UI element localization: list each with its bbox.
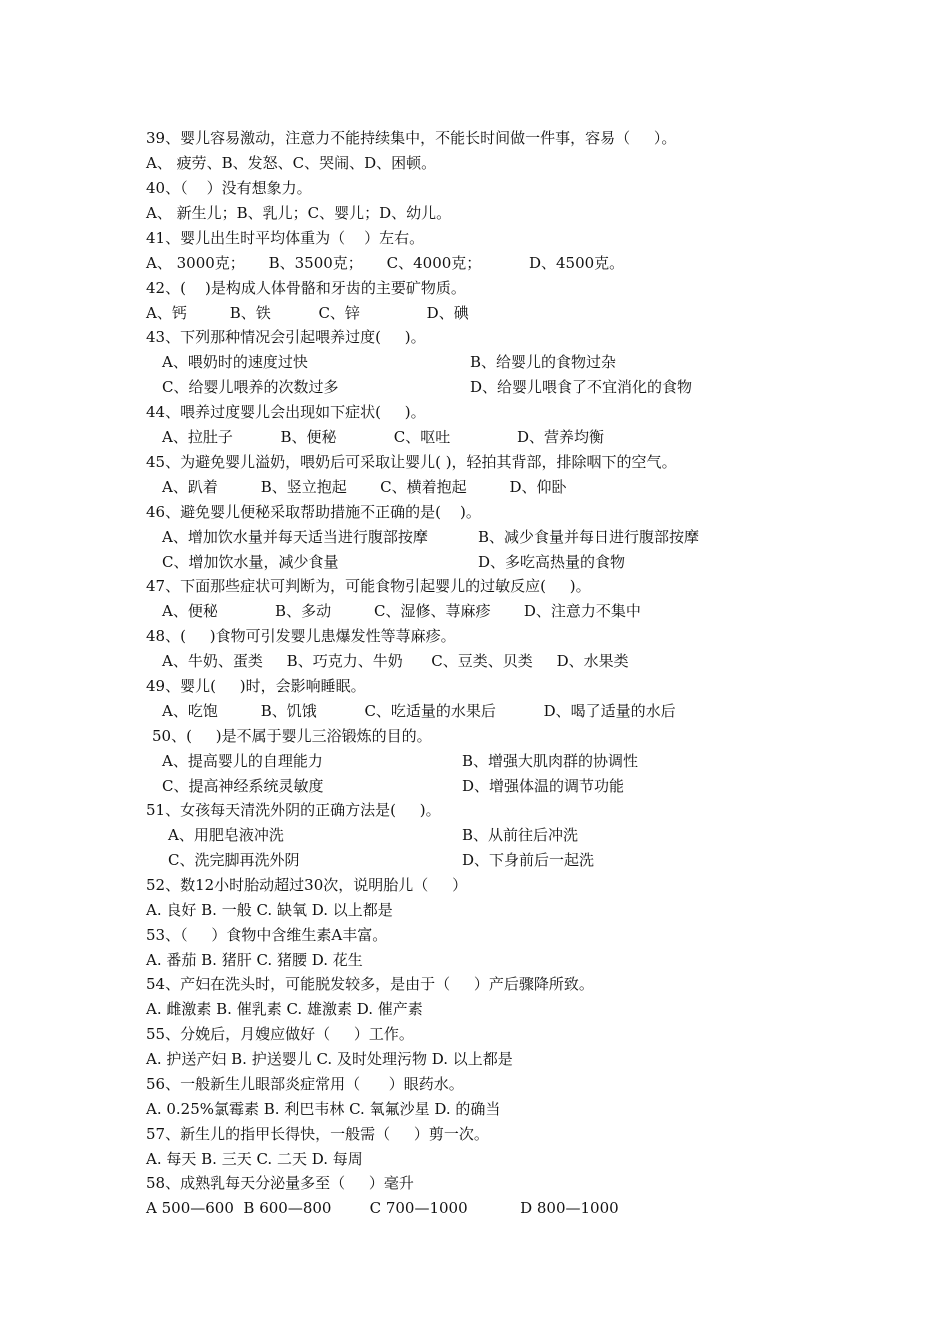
question-45-options: A、趴着 B、竖立抱起 C、横着抱起 D、仰卧 xyxy=(162,478,567,496)
question-44: 44、喂养过度婴儿会出现如下症状( )。 xyxy=(146,403,426,421)
question-43-option-a: A、喂奶时的速度过快 xyxy=(162,353,308,371)
question-41: 41、婴儿出生时平均体重为（ ）左右。 xyxy=(146,229,425,247)
question-45: 45、为避免婴儿溢奶，喂奶后可采取让婴儿( )，轻拍其背部，排除咽下的空气。 xyxy=(146,453,677,471)
question-44-options: A、拉肚子 B、便秘 C、呕吐 D、营养均衡 xyxy=(162,428,605,446)
question-43-option-d: D、给婴儿喂食了不宜消化的食物 xyxy=(470,378,693,396)
question-56: 56、一般新生儿眼部炎症常用（ ）眼药水。 xyxy=(146,1075,464,1093)
question-48-options: A、牛奶、蛋类 B、巧克力、牛奶 C、豆类、贝类 D、水果类 xyxy=(162,652,629,670)
question-41-options: A、 3000克； B、3500克； C、4000克； D、4500克。 xyxy=(146,254,625,272)
question-51-option-a: A、用肥皂液冲洗 xyxy=(168,826,284,844)
question-40: 40、（ ）没有想象力。 xyxy=(146,179,312,197)
question-43: 43、下列那种情况会引起喂养过度( )。 xyxy=(146,328,426,346)
question-43-option-b: B、给婴儿的食物过杂 xyxy=(470,353,617,371)
question-47-options: A、便秘 B、多动 C、湿修、荨麻疹 D、注意力不集中 xyxy=(162,602,641,620)
question-50-option-d: D、增强体温的调节功能 xyxy=(462,777,625,795)
question-58-options: A 500—600 B 600—800 C 700—1000 D 800—1000 xyxy=(146,1199,619,1217)
question-53-options: A. 番茄 B. 猪肝 C. 猪腰 D. 花生 xyxy=(146,951,363,969)
question-52-options: A. 良好 B. 一般 C. 缺氧 D. 以上都是 xyxy=(146,901,393,919)
question-46-option-c: C、增加饮水量，减少食量 xyxy=(162,553,339,571)
question-54-options: A. 雌激素 B. 催乳素 C. 雄激素 D. 催产素 xyxy=(146,1000,423,1018)
question-47: 47、下面那些症状可判断为，可能食物引起婴儿的过敏反应( )。 xyxy=(146,577,591,595)
question-55-options: A. 护送产妇 B. 护送婴儿 C. 及时处理污物 D. 以上都是 xyxy=(146,1050,513,1068)
question-51-option-b: B、从前往后冲洗 xyxy=(462,826,579,844)
question-58: 58、成熟乳每天分泌量多至（ ）毫升 xyxy=(146,1174,414,1192)
question-53: 53、（ ）食物中含维生素A丰富。 xyxy=(146,926,388,944)
question-43-option-c: C、给婴儿喂养的次数过多 xyxy=(162,378,339,396)
question-55: 55、分娩后，月嫂应做好（ ）工作。 xyxy=(146,1025,414,1043)
question-40-options: A、 新生儿；B、乳儿；C、婴儿；D、幼儿。 xyxy=(146,204,452,222)
question-39: 39、婴儿容易激动，注意力不能持续集中，不能长时间做一件事，容易（ ）。 xyxy=(146,129,677,147)
question-39-options: A、 疲劳、B、发怒、C、哭闹、D、困顿。 xyxy=(146,154,437,172)
question-49-options: A、吃饱 B、饥饿 C、吃适量的水果后 D、喝了适量的水后 xyxy=(162,702,676,720)
question-51: 51、女孩每天清洗外阴的正确方法是( )。 xyxy=(146,801,441,819)
question-52: 52、数12小时胎动超过30次，说明胎儿（ ） xyxy=(146,876,468,894)
question-48: 48、( )食物可引发婴儿患爆发性等荨麻疹。 xyxy=(146,627,456,645)
question-46-option-b: B、减少食量并每日进行腹部按摩 xyxy=(478,528,700,546)
question-57-options: A. 每天 B. 三天 C. 二天 D. 每周 xyxy=(146,1150,363,1168)
question-57: 57、新生儿的指甲长得快，一般需（ ）剪一次。 xyxy=(146,1125,489,1143)
question-54: 54、产妇在洗头时，可能脱发较多，是由于（ ）产后骤降所致。 xyxy=(146,975,594,993)
question-49: 49、婴儿( )时，会影响睡眠。 xyxy=(146,677,366,695)
question-50-option-c: C、提高神经系统灵敏度 xyxy=(162,777,324,795)
question-56-options: A. 0.25%氯霉素 B. 利巴韦林 C. 氧氟沙星 D. 的确当 xyxy=(146,1100,501,1118)
question-42: 42、( )是构成人体骨骼和牙齿的主要矿物质。 xyxy=(146,279,466,297)
question-50-option-a: A、提高婴儿的自理能力 xyxy=(162,752,323,770)
question-50: 50、( )是不属于婴儿三浴锻炼的目的。 xyxy=(152,727,432,745)
question-46-option-d: D、多吃高热量的食物 xyxy=(478,553,626,571)
question-51-option-c: C、洗完脚再洗外阴 xyxy=(168,851,300,869)
question-51-option-d: D、下身前后一起洗 xyxy=(462,851,595,869)
question-50-option-b: B、增强大肌肉群的协调性 xyxy=(462,752,639,770)
question-46: 46、避免婴儿便秘采取帮助措施不正确的是( )。 xyxy=(146,503,481,521)
question-46-option-a: A、增加饮水量并每天适当进行腹部按摩 xyxy=(162,528,428,546)
question-42-options: A、钙 B、铁 C、锌 D、碘 xyxy=(146,304,469,322)
